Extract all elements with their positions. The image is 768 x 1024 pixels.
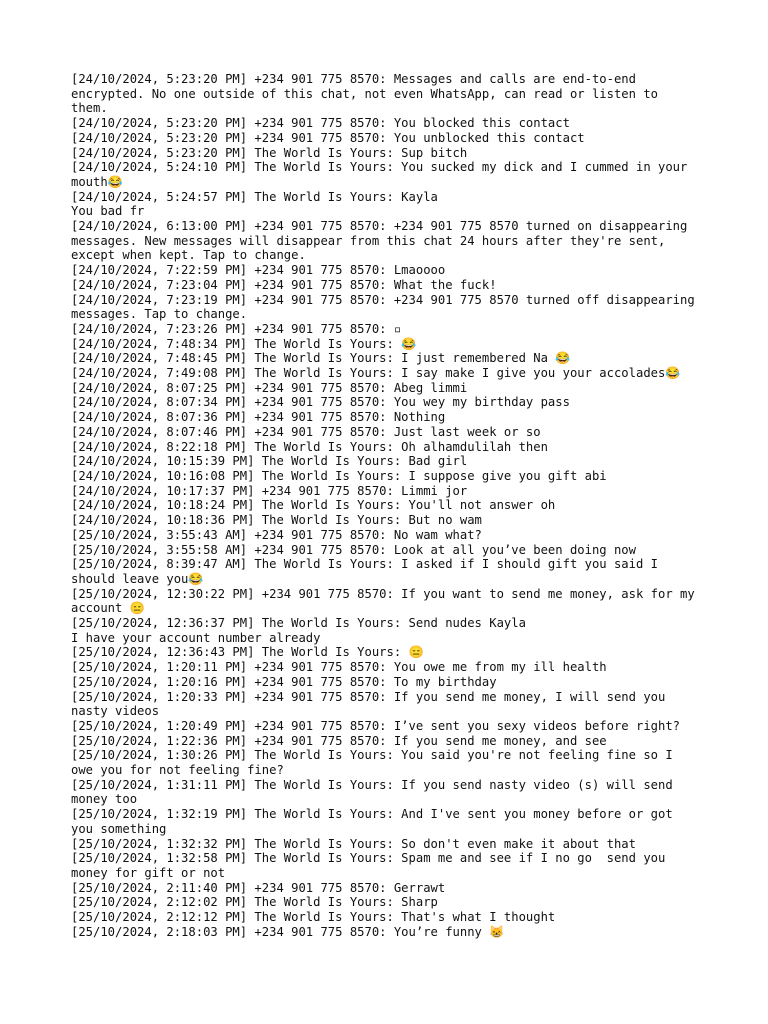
message-line: [25/10/2024, 1:32:19 PM] The World Is Yours: And I've sent you money before or got you something — [71, 807, 681, 836]
message-line: [25/10/2024, 2:12:02 PM] The World Is Yours: Sharp — [71, 895, 438, 910]
message-line: [24/10/2024, 7:23:19 PM] +234 901 775 8570: +234 901 775 8570 turned off disappearing messages. Tap to change. — [71, 292, 703, 322]
message-line: [24/10/2024, 7:23:04 PM] +234 901 775 8570: What the fuck! — [71, 277, 497, 292]
message-line: [25/10/2024, 1:32:58 PM] The World Is Yours: Spam me and see if I no go send you money for gift or not — [71, 851, 673, 880]
message-line: [25/10/2024, 3:55:43 AM] +234 901 775 8570: No wam what? — [71, 527, 482, 542]
message-line: [24/10/2024, 10:15:39 PM] The World Is Yours: Bad girl — [71, 454, 468, 469]
message-line: [25/10/2024, 1:32:32 PM] The World Is Yours: So don't even make it about that — [71, 836, 636, 851]
message-line: [24/10/2024, 10:18:36 PM] The World Is Yours: But no wam — [71, 513, 482, 528]
message-line: [25/10/2024, 12:36:37 PM] The World Is Yours: Send nudes Kayla I have your account number already — [71, 616, 526, 645]
message-line: [24/10/2024, 8:07:25 PM] +234 901 775 8570: Abeg limmi — [71, 380, 468, 395]
message-line: [25/10/2024, 2:12:12 PM] The World Is Yours: That's what I thought — [71, 910, 556, 925]
message-line: [24/10/2024, 7:48:34 PM] The World Is Yours: 😂 — [71, 336, 417, 351]
message-line: [25/10/2024, 1:31:11 PM] The World Is Yours: If you send nasty video (s) will send money too — [71, 777, 681, 807]
message-line: [25/10/2024, 1:30:26 PM] The World Is Yours: You said you're not feeling fine so I owe you for not feeling fine? — [71, 748, 681, 778]
message-line: [24/10/2024, 5:24:57 PM] The World Is Yours: Kayla You bad fr — [71, 189, 438, 219]
chat-transcript — [71, 72, 701, 939]
message-line: [24/10/2024, 8:07:46 PM] +234 901 775 8570: Just last week or so — [71, 424, 541, 439]
message-line: [24/10/2024, 7:49:08 PM] The World Is Yours: I say make I give you your accolades😂 — [71, 366, 681, 381]
message-line: [24/10/2024, 7:48:45 PM] The World Is Yours: I just remembered Na 😂 — [71, 351, 571, 366]
message-line: [25/10/2024, 1:20:11 PM] +234 901 775 8570: You owe me from my ill health — [71, 660, 607, 675]
message-line: [24/10/2024, 8:07:36 PM] +234 901 775 8570: Nothing — [71, 410, 446, 425]
message-line: [25/10/2024, 8:39:47 AM] The World Is Yours: I asked if I should gift you said I should leave you😂 — [71, 557, 666, 586]
message-line: [25/10/2024, 1:22:36 PM] +234 901 775 8570: If you send me money, and see — [71, 733, 607, 748]
message-line: [24/10/2024, 8:07:34 PM] +234 901 775 8570: You wey my birthday pass — [71, 395, 570, 410]
message-line: [24/10/2024, 8:22:18 PM] The World Is Yours: Oh alhamdulilah then — [71, 439, 548, 454]
message-line: [24/10/2024, 5:24:10 PM] The World Is Yours: You sucked my dick and I cummed in your mouth😂 — [71, 160, 695, 189]
message-line: [24/10/2024, 10:16:08 PM] The World Is Yours: I suppose give you gift abi — [71, 468, 607, 483]
message-line: [24/10/2024, 5:23:20 PM] +234 901 775 8570: You blocked this contact — [71, 116, 570, 131]
message-line: [25/10/2024, 12:30:22 PM] +234 901 775 8570: If you want to send me money, ask for my account 😑 — [71, 586, 703, 616]
message-line: [24/10/2024, 7:22:59 PM] +234 901 775 8570: Lmaoooo — [71, 263, 446, 278]
message-line: [25/10/2024, 2:11:40 PM] +234 901 775 8570: Gerrawt — [71, 880, 446, 895]
message-line: [25/10/2024, 12:36:43 PM] The World Is Yours: 😑 — [71, 645, 424, 660]
message-line: [25/10/2024, 3:55:58 AM] +234 901 775 8570: Look at all you’ve been doing now — [71, 542, 636, 557]
message-line: [24/10/2024, 5:23:20 PM] +234 901 775 8570: You unblocked this contact — [71, 130, 585, 145]
message-line: [24/10/2024, 10:18:24 PM] The World Is Yours: You'll not answer oh — [71, 498, 556, 513]
message-line: [25/10/2024, 1:20:16 PM] +234 901 775 8570: To my birthday — [71, 674, 497, 689]
message-line: [25/10/2024, 2:18:03 PM] +234 901 775 8570: You’re funny 😸 — [71, 924, 505, 939]
message-line: [25/10/2024, 1:20:49 PM] +234 901 775 8570: I’ve sent you sexy videos before right? — [71, 718, 681, 733]
message-line: [24/10/2024, 6:13:00 PM] +234 901 775 8570: +234 901 775 8570 turned on disappearing messages. New messages will disappear from this chat 24 hours after they're sent, except when kept. Tap to change. — [71, 219, 695, 263]
message-line: [24/10/2024, 5:23:20 PM] The World Is Yours: Sup bitch — [71, 145, 468, 160]
message-line: [24/10/2024, 7:23:26 PM] +234 901 775 8570: ▫ — [71, 321, 402, 336]
message-line: [24/10/2024, 10:17:37 PM] +234 901 775 8570: Limmi jor — [71, 483, 468, 498]
message-line: [24/10/2024, 5:23:20 PM] +234 901 775 8570: Messages and calls are end-to-end encrypted. No one outside of this chat, not even WhatsApp, can read or listen to them. — [71, 72, 666, 116]
message-line: [25/10/2024, 1:20:33 PM] +234 901 775 8570: If you send me money, I will send you nasty videos — [71, 689, 673, 719]
